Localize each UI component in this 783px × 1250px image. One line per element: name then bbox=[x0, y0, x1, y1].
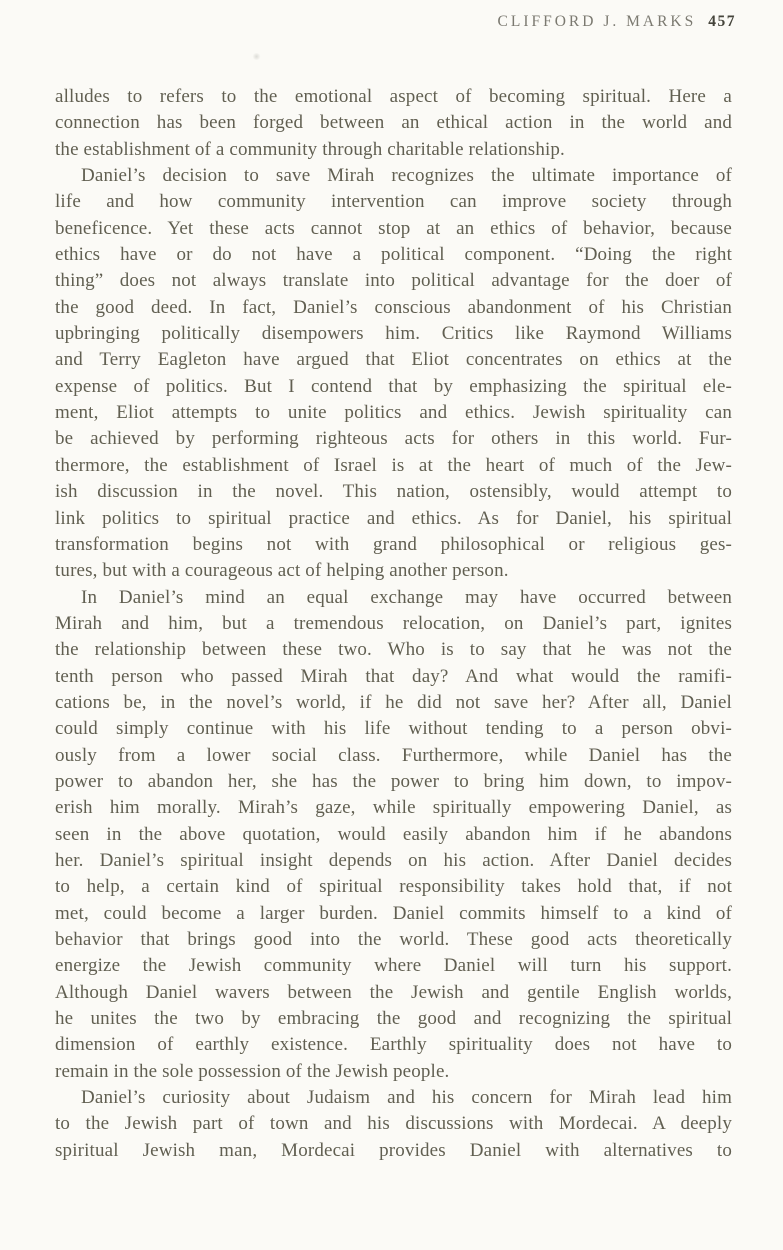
text-line: ish discussion in the novel. This nation, ostensibly, would attempt to bbox=[55, 481, 732, 503]
text-line: life and how community intervention can improve society through bbox=[55, 191, 732, 213]
text-line: to help, a certain kind of spiritual responsibility takes hold that, if not bbox=[55, 876, 732, 898]
text-line: to the Jewish part of town and his discussions with Mordecai. A deeply bbox=[55, 1113, 732, 1135]
text-line: transformation begins not with grand philosophical or religious ges- bbox=[55, 533, 732, 555]
text-line: Mirah and him, but a tremendous relocation, on Daniel’s part, ignites bbox=[55, 612, 732, 634]
text-line: ment, Eliot attempts to unite politics and ethics. Jewish spirituality can bbox=[55, 402, 732, 424]
text-line: met, could become a larger burden. Daniel commits himself to a kind of bbox=[55, 902, 732, 924]
text-line: ethics have or do not have a political component. “Doing the right bbox=[55, 244, 732, 266]
text-line: expense of politics. But I contend that by emphasizing the spiritual ele- bbox=[55, 375, 732, 397]
text-line: her. Daniel’s spiritual insight depends on his action. After Daniel decides bbox=[55, 849, 732, 871]
text-line: Daniel’s decision to save Mirah recognizes the ultimate importance of bbox=[81, 165, 732, 187]
text-line: ously from a lower social class. Furthermore, while Daniel has the bbox=[55, 744, 732, 766]
text-line: connection has been forged between an ethical action in the world and bbox=[55, 112, 732, 134]
text-line: alludes to refers to the emotional aspect of becoming spiritual. Here a bbox=[55, 86, 732, 107]
text-line: be achieved by performing righteous acts for others in this world. Fur- bbox=[55, 428, 732, 450]
text-line: cations be, in the novel’s world, if he did not save her? After all, Daniel bbox=[55, 691, 732, 713]
text-line: thermore, the establishment of Israel is at the heart of much of the Jew- bbox=[55, 454, 732, 476]
text-line: dimension of earthly existence. Earthly spirituality does not have to bbox=[55, 1034, 732, 1056]
text-line: Although Daniel wavers between the Jewish and gentile English worlds, bbox=[55, 981, 732, 1003]
text-line: spiritual Jewish man, Mordecai provides Daniel with alternatives to bbox=[55, 1139, 732, 1161]
page-number: 457 bbox=[708, 13, 736, 30]
text-line: he unites the two by embracing the good and recognizing the spiritual bbox=[55, 1008, 732, 1030]
text-line: erish him morally. Mirah’s gaze, while spiritually empowering Daniel, as bbox=[55, 797, 732, 819]
page-header bbox=[498, 12, 736, 32]
running-head-author: CLIFFORD J. MARKS bbox=[497, 13, 697, 30]
text-line: link politics to spiritual practice and ethics. As for Daniel, his spiritual bbox=[55, 507, 732, 529]
text-line: upbringing politically disempowers him. Critics like Raymond Williams bbox=[55, 323, 732, 345]
text-line: and Terry Eagleton have argued that Eliot concentrates on ethics at the bbox=[55, 349, 732, 371]
text-line: the establishment of a community through charitable relationship. bbox=[55, 138, 565, 160]
text-line: could simply continue with his life without tending to a person obvi- bbox=[55, 718, 732, 740]
text-line: remain in the sole possession of the Jewish people. bbox=[55, 1060, 450, 1082]
text-line: the good deed. In fact, Daniel’s conscious abandonment of his Christian bbox=[55, 296, 732, 318]
text-line: beneficence. Yet these acts cannot stop at an ethics of behavior, because bbox=[55, 217, 732, 239]
text-line: Daniel’s curiosity about Judaism and his concern for Mirah lead him bbox=[81, 1087, 732, 1109]
paragraph bbox=[55, 1085, 732, 1164]
text-line: thing” does not always translate into political advantage for the doer of bbox=[55, 270, 732, 292]
text-line: tures, but with a courageous act of helping another person. bbox=[55, 560, 509, 582]
text-line: tenth person who passed Mirah that day? And what would the ramifi- bbox=[55, 665, 732, 687]
text-line: behavior that brings good into the world. These good acts theoretically bbox=[55, 929, 732, 950]
text-line: In Daniel’s mind an equal exchange may have occurred between bbox=[81, 586, 732, 608]
text-line: power to abandon her, she has the power to bring him down, to impov- bbox=[55, 770, 732, 792]
scan-artifact bbox=[252, 53, 261, 60]
paragraph bbox=[55, 585, 732, 1086]
paragraph bbox=[55, 84, 732, 163]
text-line: the relationship between these two. Who is to say that he was not the bbox=[55, 639, 732, 661]
paragraph bbox=[55, 163, 732, 585]
article-body bbox=[55, 84, 732, 1164]
text-line: seen in the above quotation, would easily abandon him if he abandons bbox=[55, 823, 732, 845]
text-line: energize the Jewish community where Daniel will turn his support. bbox=[55, 955, 732, 977]
